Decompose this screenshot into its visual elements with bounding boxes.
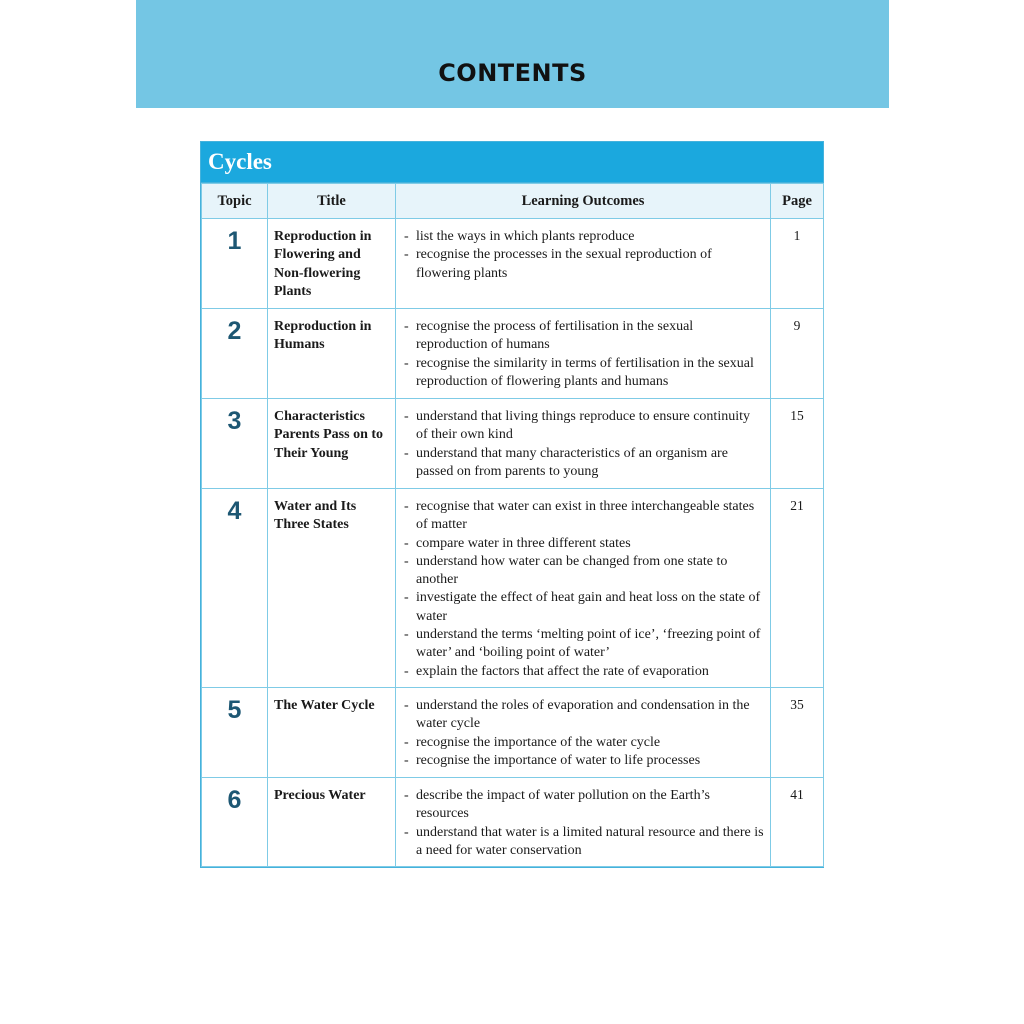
outcome-item: - describe the impact of water pollution on the Earth’s resources [402, 787, 764, 824]
table-header-row [202, 184, 824, 219]
topic-number: 2 [202, 309, 268, 399]
learning-outcomes [396, 309, 771, 399]
outcome-list [402, 318, 764, 391]
page-title: CONTENTS [438, 59, 587, 87]
outcome-list [402, 408, 764, 481]
outcome-list [402, 498, 764, 681]
column-header-learning-outcomes: Learning Outcomes [396, 184, 771, 219]
outcome-item: - recognise the importance of water to life processes [402, 752, 764, 770]
learning-outcomes [396, 219, 771, 309]
table-row [202, 309, 824, 399]
table-row [202, 688, 824, 778]
contents-table [201, 183, 824, 867]
outcome-item: - recognise that water can exist in three interchangeable states of matter [402, 498, 764, 535]
topic-number: 6 [202, 778, 268, 867]
learning-outcomes [396, 778, 771, 867]
outcome-item: - recognise the similarity in terms of fertilisation in the sexual reproduction of flowering plants and humans [402, 355, 764, 392]
column-header-topic: Topic [202, 184, 268, 219]
learning-outcomes [396, 489, 771, 688]
page-number: 21 [771, 489, 824, 688]
page-number: 15 [771, 399, 824, 489]
outcome-item: - understand how water can be changed from one state to another [402, 553, 764, 590]
page-number: 1 [771, 219, 824, 309]
outcome-list [402, 697, 764, 770]
topic-title: Water and Its Three States [268, 489, 396, 688]
outcome-item: - recognise the process of fertilisation in the sexual reproduction of humans [402, 318, 764, 355]
contents-table-panel [200, 141, 824, 868]
section-title: Cycles [208, 149, 272, 174]
learning-outcomes [396, 399, 771, 489]
topic-number: 4 [202, 489, 268, 688]
page-number: 9 [771, 309, 824, 399]
topic-number: 1 [202, 219, 268, 309]
outcome-item: - compare water in three different states [402, 535, 764, 553]
outcome-item: - understand that many characteristics of an organism are passed on from parents to young [402, 445, 764, 482]
section-header [201, 142, 823, 183]
outcome-item: - understand the terms ‘melting point of ice’, ‘freezing point of water’ and ‘boiling point of water’ [402, 626, 764, 663]
outcome-list [402, 787, 764, 860]
topic-number: 3 [202, 399, 268, 489]
table-body [202, 219, 824, 867]
topic-title: Precious Water [268, 778, 396, 867]
outcome-item: - understand that water is a limited natural resource and there is a need for water conservation [402, 824, 764, 861]
table-row [202, 778, 824, 867]
outcome-list [402, 228, 764, 283]
page-number: 41 [771, 778, 824, 867]
outcome-item: - understand that living things reproduce to ensure continuity of their own kind [402, 408, 764, 445]
outcome-item: - explain the factors that affect the rate of evaporation [402, 663, 764, 681]
column-header-page: Page [771, 184, 824, 219]
outcome-item: - understand the roles of evaporation and condensation in the water cycle [402, 697, 764, 734]
topic-title: Reproduction in Flowering and Non-flowering Plants [268, 219, 396, 309]
learning-outcomes [396, 688, 771, 778]
table-row [202, 489, 824, 688]
outcome-item: - list the ways in which plants reproduce [402, 228, 764, 246]
table-row [202, 219, 824, 309]
outcome-item: - investigate the effect of heat gain and heat loss on the state of water [402, 589, 764, 626]
topic-title: Reproduction in Humans [268, 309, 396, 399]
header-banner [136, 0, 889, 108]
page-number: 35 [771, 688, 824, 778]
topic-number: 5 [202, 688, 268, 778]
outcome-item: - recognise the importance of the water cycle [402, 734, 764, 752]
outcome-item: - recognise the processes in the sexual reproduction of flowering plants [402, 246, 764, 283]
table-row [202, 399, 824, 489]
column-header-title: Title [268, 184, 396, 219]
topic-title: The Water Cycle [268, 688, 396, 778]
topic-title: Characteristics Parents Pass on to Their Young [268, 399, 396, 489]
